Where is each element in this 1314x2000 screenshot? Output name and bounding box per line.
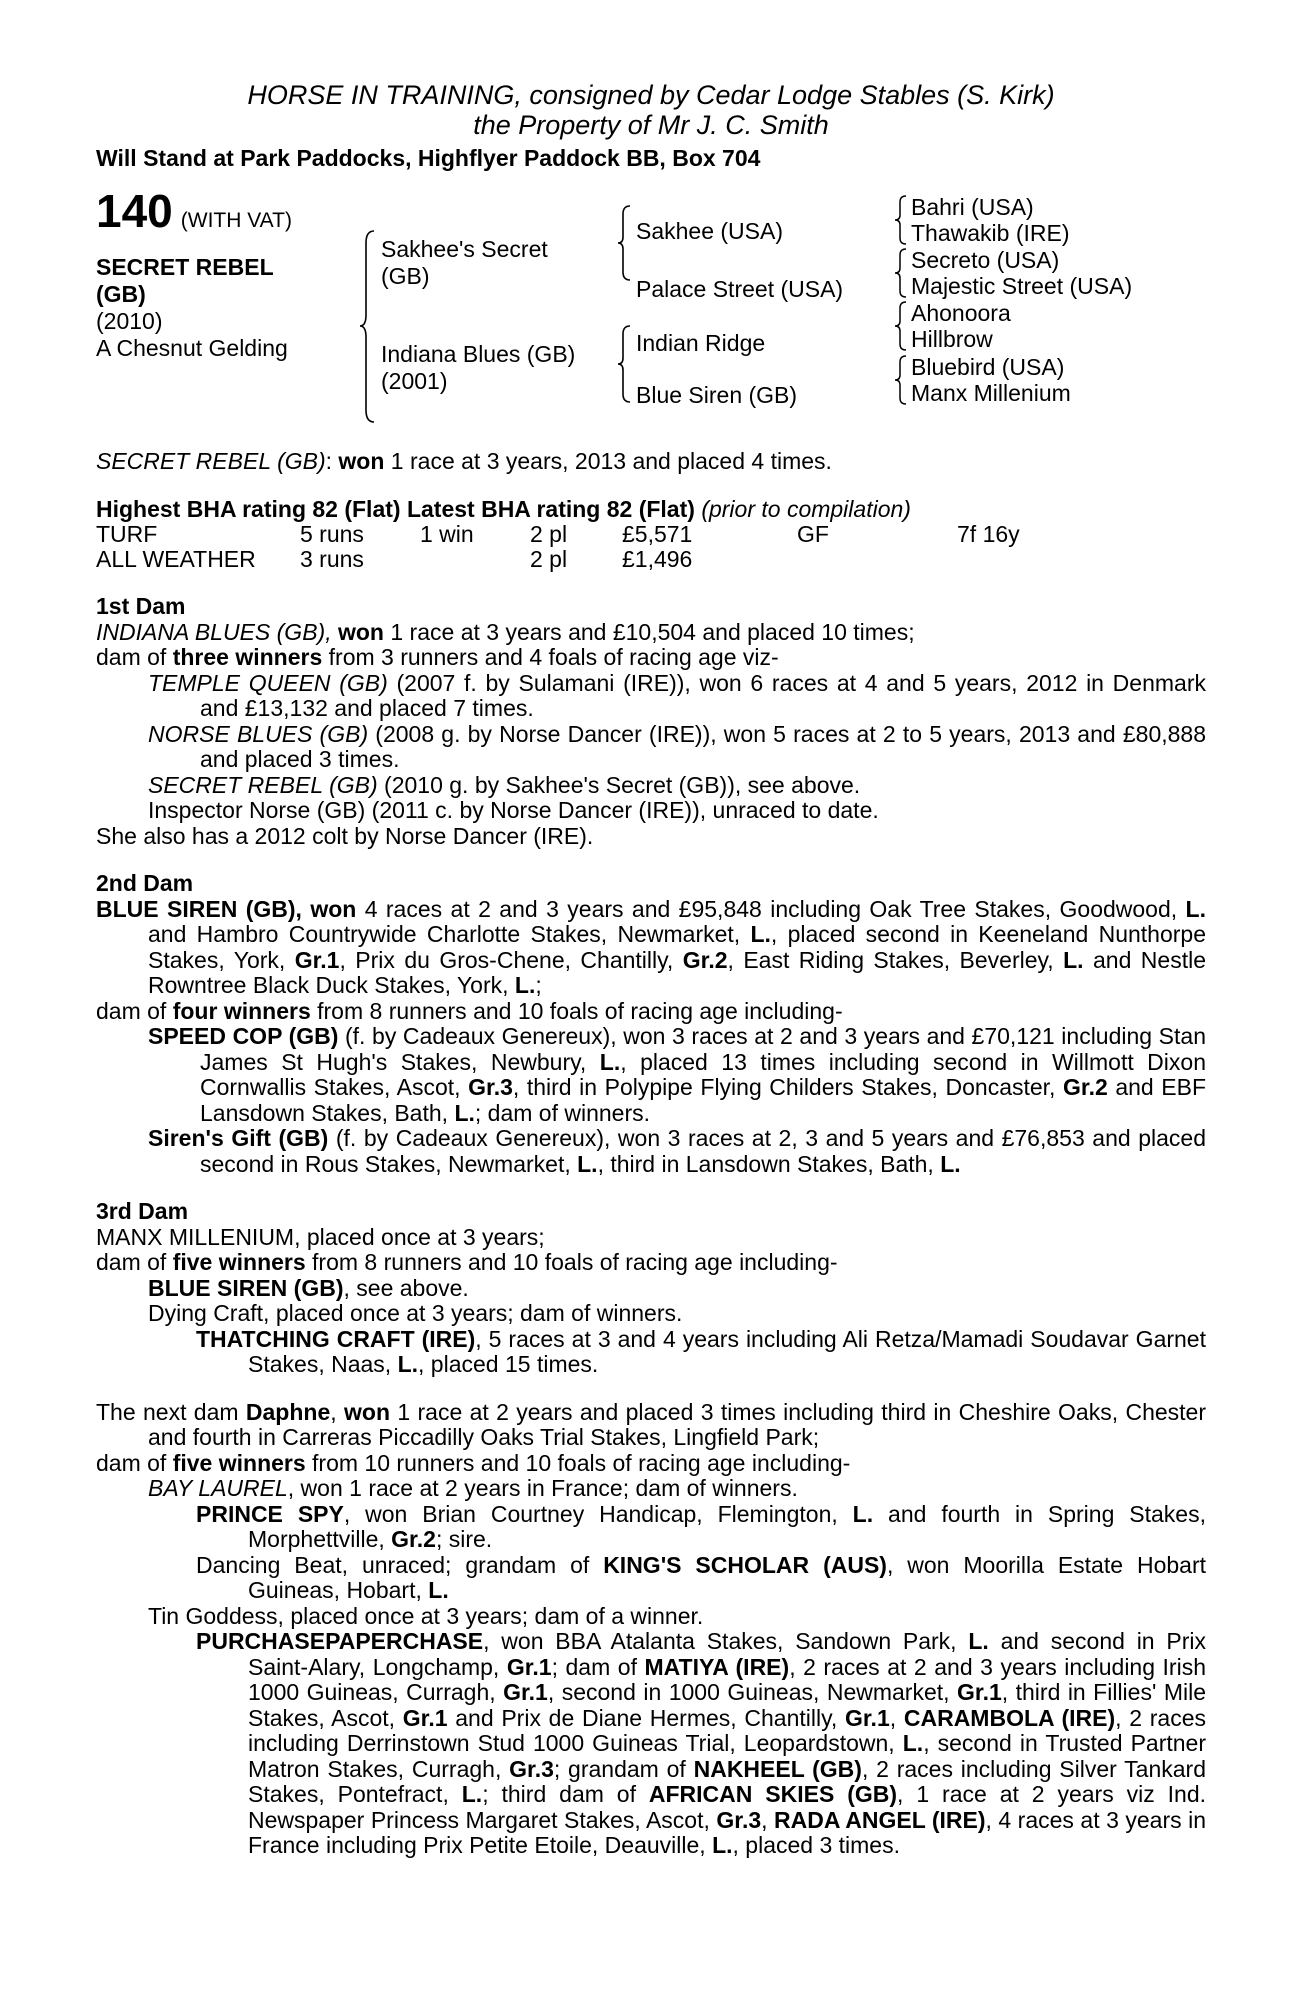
progeny-entry: SPEED COP (GB) (f. by Cadeaux Genereux), won 3 races at 2 and 3 years and £70,121 including Stan James St Hugh's Stakes, Newbury, L., placed 13 times including second in Willmott Dixon Cornwallis Stakes, Ascot, Gr.3, third in Polypipe Flying Childers Stakes, Doncaster, Gr.2 and EBF Lansdown Stakes, Bath, L.; dam of winners.: [148, 1023, 1207, 1126]
rating-section: [96, 497, 1206, 573]
progeny-entry: BLUE SIREN (GB), see above.: [148, 1274, 469, 1301]
sd-sire: Secreto (USA): [911, 247, 1060, 273]
catalogue-body: [96, 449, 1206, 1859]
table-cell: [420, 547, 530, 572]
dam-name: Indiana Blues (GB): [381, 341, 576, 367]
progeny-entry: SECRET REBEL (GB) (2010 g. by Sakhee's Secret (GB)), see above.: [148, 771, 861, 798]
progeny-entry: NORSE BLUES (GB) (2008 g. by Norse Dancer (IRE)), won 5 races at 2 to 5 years, 2013 and £80,888 and placed 3 times.: [148, 720, 1206, 772]
table-cell: 3 runs: [300, 546, 364, 572]
sire-name: Sakhee's Secret: [381, 236, 548, 262]
table-cell: 7f 16y: [957, 521, 1020, 547]
sire-dam: Palace Street (USA): [636, 276, 844, 302]
lot-number: 140: [96, 185, 173, 237]
ds-dam: Hillbrow: [911, 326, 993, 352]
table-cell: GF: [797, 521, 829, 547]
lot-number-row: [96, 185, 292, 237]
horse-name: SECRET REBEL: [96, 254, 274, 280]
table-cell: ALL WEATHER: [96, 546, 256, 572]
pedigree-block: [96, 185, 1206, 449]
race-record: SECRET REBEL (GB): won 1 race at 3 years, 2013 and placed 4 times.: [96, 448, 832, 474]
rating-note: (prior to compilation): [701, 495, 911, 522]
sire-sire: Sakhee (USA): [636, 218, 784, 244]
progeny-entry: Dancing Beat, unraced; grandam of KING'S SCHOLAR (AUS), won Moorilla Estate Hobart Guineas, Hobart, L.: [196, 1551, 1206, 1603]
sire-bracket: [616, 204, 634, 282]
table-cell: £1,496: [622, 546, 693, 572]
ss-dam: Thawakib (IRE): [911, 220, 1070, 246]
catalogue-page: [96, 80, 1206, 1859]
progeny-entry: Siren's Gift (GB) (f. by Cadeaux Genereux), won 3 races at 2, 3 and 5 years and £76,853 and placed second in Rous Stakes, Newmarket, L., third in Lansdown Stakes, Bath, L.: [148, 1125, 1206, 1177]
consignor-line: HORSE IN TRAINING, consigned by Cedar Lodge Stables (S. Kirk): [247, 80, 1055, 110]
dam-dam: Blue Siren (GB): [636, 382, 798, 408]
sd-dam: Majestic Street (USA): [911, 273, 1133, 299]
rating-table: [96, 522, 1206, 572]
table-cell: [797, 547, 957, 572]
horse-country: (GB): [96, 281, 146, 307]
progeny-entry: PURCHASEPAPERCHASE, won BBA Atalanta Stakes, Sandown Park, L. and second in Prix Saint-Alary, Longchamp, Gr.1; dam of MATIYA (IRE), 2 races at 2 and 3 years including Irish 1000 Guineas, Curragh, Gr.1, second in 1000 Guineas, Newmarket, Gr.1, third in Fillies' Mile Stakes, Ascot, Gr.1 and Prix de Diane Hermes, Chantilly, Gr.1, CARAMBOLA (IRE), 2 races including Derrinstown Stud 1000 Guineas Trial, Leopardstown, L., second in Trusted Partner Matron Stakes, Curragh, Gr.3; grandam of NAKHEEL (GB), 2 races including Silver Tankard Stakes, Pontefract, L.; third dam of AFRICAN SKIES (GB), 1 race at 2 years viz Ind. Newspaper Princess Margaret Stakes, Ascot, Gr.3, RADA ANGEL (IRE), 4 races at 3 years in France including Prix Petite Etoile, Deauville, L., placed 3 times.: [196, 1628, 1206, 1858]
dam-sire: Indian Ridge: [636, 330, 766, 356]
progeny-note: She also has a 2012 colt by Norse Dancer (IRE).: [96, 822, 594, 849]
section-title: 3rd Dam: [96, 1198, 189, 1224]
third-dam-section: 3rd Dam MANX MILLENIUM, placed once at 3 years; dam of five winners from 8 runners and 10 foals of racing age including- BLUE SIREN (GB), see above. Dying Craft, placed once at 3 years; dam of winners. THATCHING CRAFT (IRE), 5 races at 3 and 4 years including Ali Retza/Mamadi Soudavar Garnet Stakes, Naas, L., placed 15 times.: [96, 1198, 1206, 1377]
table-cell: 1 win: [420, 521, 474, 547]
dd-bracket: [893, 354, 909, 406]
location-line: Will Stand at Park Paddocks, Highflyer Paddock BB, Box 704: [96, 145, 761, 171]
ds-bracket: [893, 300, 909, 352]
progeny-entry: THATCHING CRAFT (IRE), 5 races at 3 and 4 years including Ali Retza/Mamadi Soudavar Garnet Stakes, Naas, L., placed 15 times.: [196, 1325, 1206, 1377]
ss-bracket: [893, 194, 909, 246]
vat-label: (WITH VAT): [180, 209, 292, 232]
sd-bracket: [893, 247, 909, 299]
progeny-entry: TEMPLE QUEEN (GB) (2007 f. by Sulamani (IRE)), won 6 races at 4 and 5 years, 2012 in Denmark and £13,132 and placed 7 times.: [148, 669, 1206, 721]
progeny-entry: Dying Craft, placed once at 3 years; dam of winners.: [148, 1300, 683, 1326]
table-cell: £5,571: [622, 521, 693, 547]
horse-description: A Chesnut Gelding: [96, 335, 288, 361]
second-dam-section: 2nd Dam BLUE SIREN (GB), won 4 races at 2 and 3 years and £95,848 including Oak Tree Stakes, Goodwood, L. and Hambro Countrywide Charlotte Stakes, Newmarket, L., placed second in Keeneland Nunthorpe Stakes, York, Gr.1, Prix du Gros-Chene, Chantilly, Gr.2, East Riding Stakes, Beverley, L. and Nestle Rowntree Black Duck Stakes, York, L.; dam of four winners from 8 runners and 10 foals of racing age including- SPEED COP (GB) (f. by Cadeaux Genereux), won 3 races at 2 and 3 years and £70,121 including Stan James St Hugh's Stakes, Newbury, L., placed 13 times including second in Willmott Dixon Cornwallis Stakes, Ascot, Gr.3, third in Polypipe Flying Childers Stakes, Doncaster, Gr.2 and EBF Lansdown Stakes, Bath, L.; dam of winners. Siren's Gift (GB) (f. by Cadeaux Genereux), won 3 races at 2, 3 and 5 years and £76,853 and placed second in Rous Stakes, Newmarket, L., third in Lansdown Stakes, Bath, L.: [96, 870, 1207, 1177]
pedigree-bracket-main: [358, 229, 378, 424]
table-cell: 2 pl: [530, 521, 568, 547]
table-cell: [957, 547, 1057, 572]
progeny-entry: Inspector Norse (GB) (2011 c. by Norse Dancer (IRE)), unraced to date.: [148, 797, 879, 823]
sire-country: (GB): [381, 263, 430, 289]
first-dam-section: 1st Dam INDIANA BLUES (GB), won 1 race at 3 years and £10,504 and placed 10 times; dam of three winners from 3 runners and 4 foals of racing age viz- TEMPLE QUEEN (GB) (2007 f. by Sulamani (IRE)), won 6 races at 4 and 5 years, 2012 in Denmark and £13,132 and placed 7 times. NORSE BLUES (GB) (2008 g. by Norse Dancer (IRE)), won 5 races at 2 to 5 years, 2013 and £80,888 and placed 3 times. SECRET REBEL (GB) (2010 g. by Sakhee's Secret (GB)), see above. Inspector Norse (GB) (2011 c. by Norse Dancer (IRE)), unraced to date. She also has a 2012 colt by Norse Dancer (IRE).: [96, 593, 1206, 849]
dam-bracket: [616, 324, 634, 404]
section-title: 1st Dam: [96, 593, 186, 619]
section-title: 2nd Dam: [96, 870, 194, 896]
owner-line: the Property of Mr J. C. Smith: [473, 110, 829, 140]
ds-sire: Ahonoora: [911, 300, 1011, 326]
table-cell: 2 pl: [530, 546, 568, 572]
dd-sire: Bluebird (USA): [911, 354, 1065, 380]
table-cell: TURF: [96, 521, 158, 547]
dd-dam: Manx Millenium: [911, 380, 1071, 406]
horse-year: (2010): [96, 308, 163, 334]
progeny-entry: PRINCE SPY, won Brian Courtney Handicap, Flemington, L. and fourth in Spring Stakes, Morphettville, Gr.2; sire.: [196, 1500, 1206, 1552]
next-dam-section: The next dam Daphne, won 1 race at 2 years and placed 3 times including third in Cheshire Oaks, Chester and fourth in Carreras Piccadilly Oaks Trial Stakes, Lingfield Park; dam of five winners from 10 runners and 10 foals of racing age including- BAY LAUREL, won 1 race at 2 years in France; dam of winners. PRINCE SPY, won Brian Courtney Handicap, Flemington, L. and fourth in Spring Stakes, Morphettville, Gr.2; sire. Dancing Beat, unraced; grandam of KING'S SCHOLAR (AUS), won Moorilla Estate Hobart Guineas, Hobart, L. Tin Goddess, placed once at 3 years; dam of a winner. PURCHASEPAPERCHASE, won BBA Atalanta Stakes, Sandown Park, L. and second in Prix Saint-Alary, Longchamp, Gr.1; dam of MATIYA (IRE), 2 races at 2 and 3 years including Irish 1000 Guineas, Curragh, Gr.1, second in 1000 Guineas, Newmarket, Gr.1, third in Fillies' Mile Stakes, Ascot, Gr.1 and Prix de Diane Hermes, Chantilly, Gr.1, CARAMBOLA (IRE), 2 races including Derrinstown Stud 1000 Guineas Trial, Leopardstown, L., second in Trusted Partner Matron Stakes, Curragh, Gr.3; grandam of NAKHEEL (GB), 2 races including Silver Tankard Stakes, Pontefract, L.; third dam of AFRICAN SKIES (GB), 1 race at 2 years viz Ind. Newspaper Princess Margaret Stakes, Ascot, Gr.3, RADA ANGEL (IRE), 4 races at 3 years in France including Prix Petite Etoile, Deauville, L., placed 3 times.: [96, 1398, 1206, 1858]
ss-sire: Bahri (USA): [911, 194, 1034, 220]
progeny-entry: Tin Goddess, placed once at 3 years; dam of a winner.: [148, 1602, 704, 1629]
table-cell: 5 runs: [300, 521, 364, 547]
rating-text: Highest BHA rating 82 (Flat) Latest BHA rating 82 (Flat): [96, 495, 695, 522]
progeny-entry: BAY LAUREL, won 1 race at 2 years in France; dam of winners.: [148, 1475, 798, 1501]
dam-year: (2001): [381, 368, 448, 394]
